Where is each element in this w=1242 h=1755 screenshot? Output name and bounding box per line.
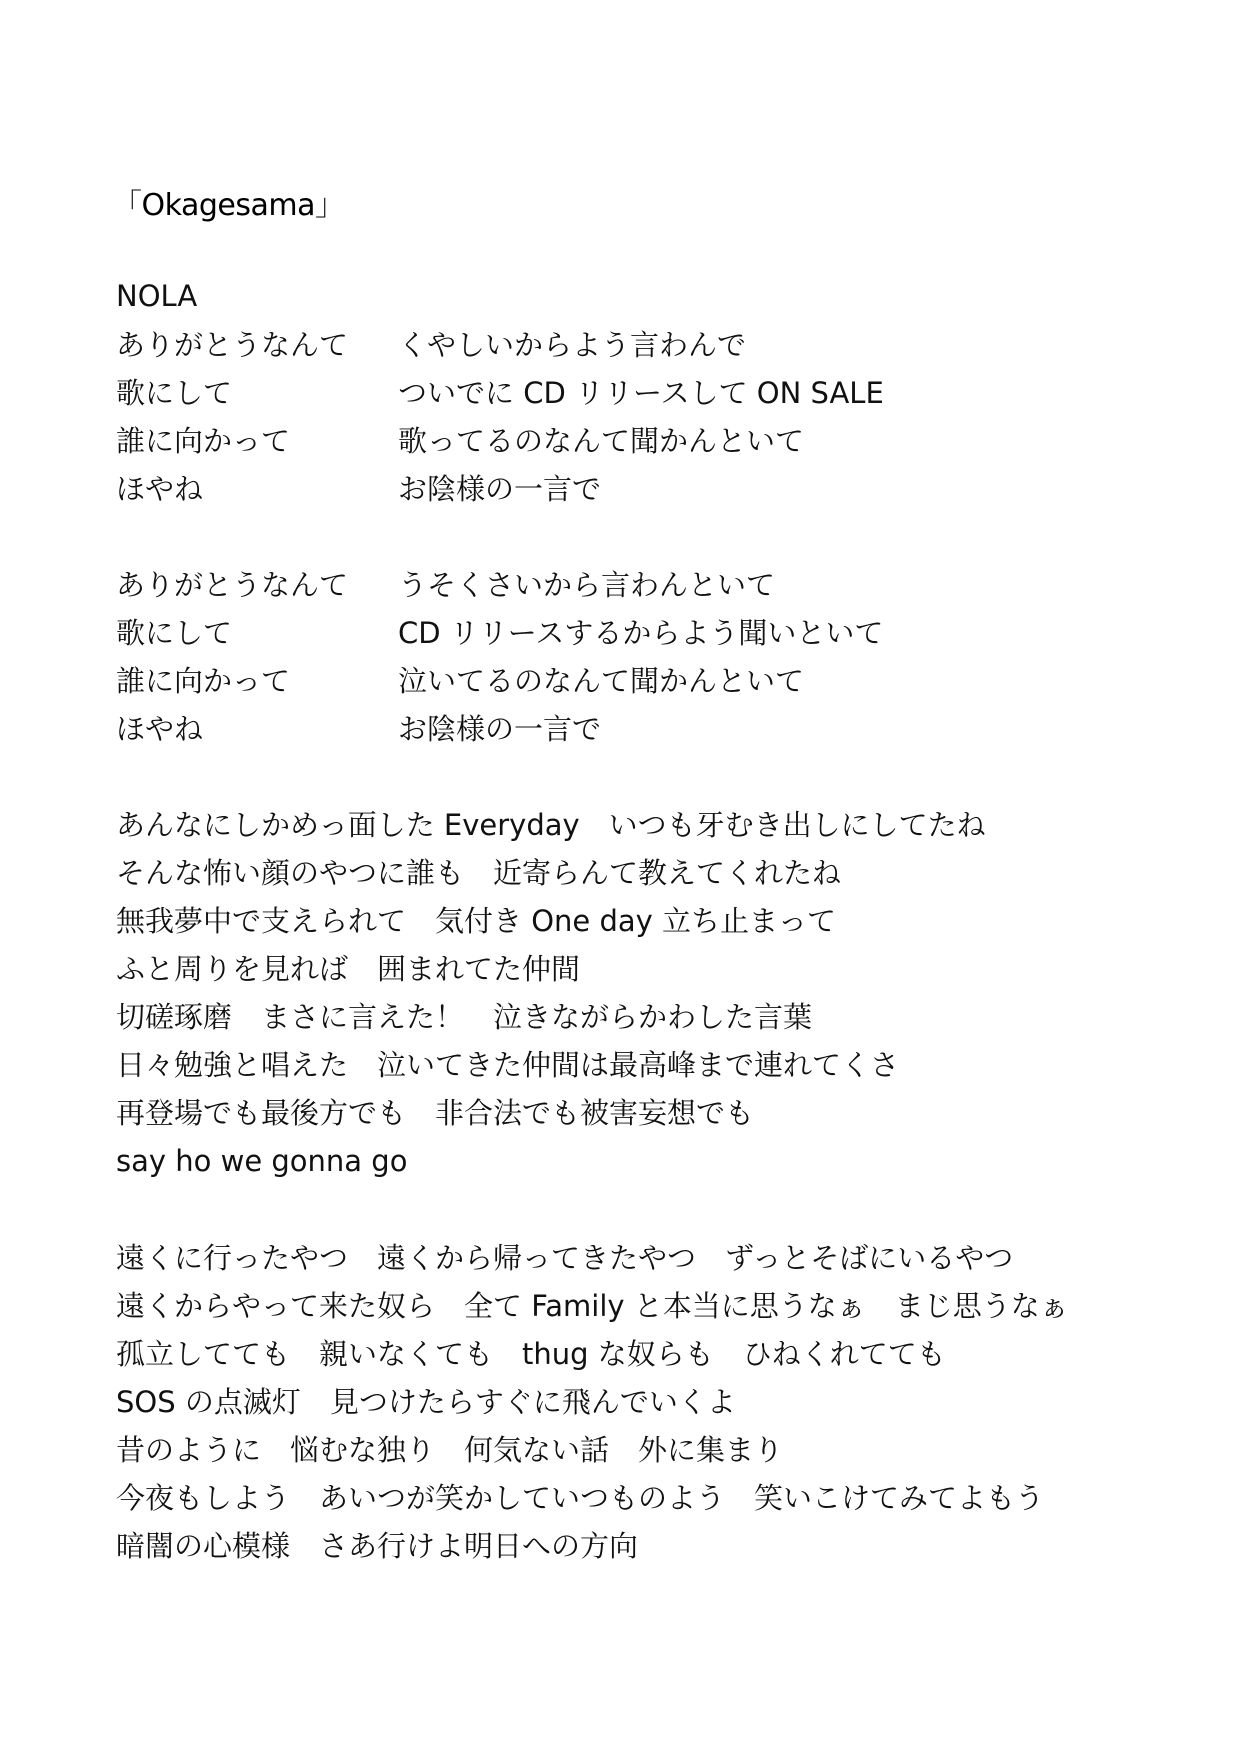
artist-name: NOLA	[116, 279, 198, 313]
lyric-left: ありがとうなんて	[116, 328, 349, 362]
lyric-line: 無我夢中で支えられて 気付き One day 立ち止まって	[116, 904, 837, 938]
verse-1	[116, 321, 884, 513]
lyric-right: お陰様の一言で	[398, 472, 602, 506]
verse-3	[116, 801, 986, 1185]
lyric-right: 歌ってるのなんて聞かんといて	[398, 424, 805, 458]
lyric-right: くやしいからよう言わんで	[398, 328, 747, 362]
lyric-right: CD リリースするからよう聞いといて	[398, 616, 884, 650]
verse-4	[116, 1234, 1069, 1570]
lyric-line: 暗闇の心模様 さあ行けよ明日への方向	[116, 1529, 639, 1563]
lyric-line: 切磋琢磨 まさに言えた！ 泣きながらかわした言葉	[116, 1000, 813, 1034]
lyric-right: お陰様の一言で	[398, 712, 602, 746]
lyric-right: うそくさいから言わんといて	[398, 568, 776, 602]
lyric-left: ありがとうなんて	[116, 568, 349, 602]
lyric-line	[116, 609, 883, 657]
lyric-left: 誰に向かって	[116, 664, 291, 698]
lyric-line: 日々勉強と唱えた 泣いてきた仲間は最高峰まで連れてくさ	[116, 1048, 900, 1082]
lyric-line: 昔のように 悩むな独り 何気ない話 外に集まり	[116, 1433, 784, 1467]
lyric-line: say ho we gonna go	[116, 1144, 408, 1178]
lyric-right: ついでに CD リリースして ON SALE	[398, 376, 884, 410]
lyric-line	[116, 465, 884, 513]
lyric-line	[116, 417, 884, 465]
lyric-line: 再登場でも最後方でも 非合法でも被害妄想でも	[116, 1096, 755, 1130]
lyric-line: 孤立してても 親いなくても thug な奴らも ひねくれてても	[116, 1337, 946, 1371]
verse-2	[116, 561, 883, 753]
song-title: 「Okagesama」	[112, 188, 345, 223]
lyric-line	[116, 561, 883, 609]
lyric-left: 歌にして	[116, 376, 233, 410]
lyric-line: 今夜もしよう あいつが笑かしていつものよう 笑いこけてみてよもう	[116, 1481, 1045, 1515]
lyric-line: 遠くに行ったやつ 遠くから帰ってきたやつ ずっとそばにいるやつ	[116, 1241, 1014, 1275]
lyric-line	[116, 657, 883, 705]
lyric-line: あんなにしかめっ面した Everyday いつも牙むき出しにしてたね	[116, 808, 986, 842]
lyric-left: 誰に向かって	[116, 424, 291, 458]
lyric-line: SOS の点滅灯 見つけたらすぐに飛んでいくよ	[116, 1385, 736, 1419]
lyric-line: そんな怖い顔のやつに誰も 近寄らんて教えてくれたね	[116, 856, 842, 890]
lyric-left: ほやね	[116, 472, 204, 506]
lyric-left: ほやね	[116, 712, 204, 746]
lyric-line: 遠くからやって来た奴ら 全て Family と本当に思うなぁ まじ思うなぁ	[116, 1289, 1069, 1323]
lyric-line	[116, 369, 884, 417]
lyric-left: 歌にして	[116, 616, 233, 650]
lyric-line	[116, 705, 883, 753]
lyric-line	[116, 321, 884, 369]
lyric-line: ふと周りを見れば 囲まれてた仲間	[116, 952, 581, 986]
lyric-right: 泣いてるのなんて聞かんといて	[398, 664, 805, 698]
